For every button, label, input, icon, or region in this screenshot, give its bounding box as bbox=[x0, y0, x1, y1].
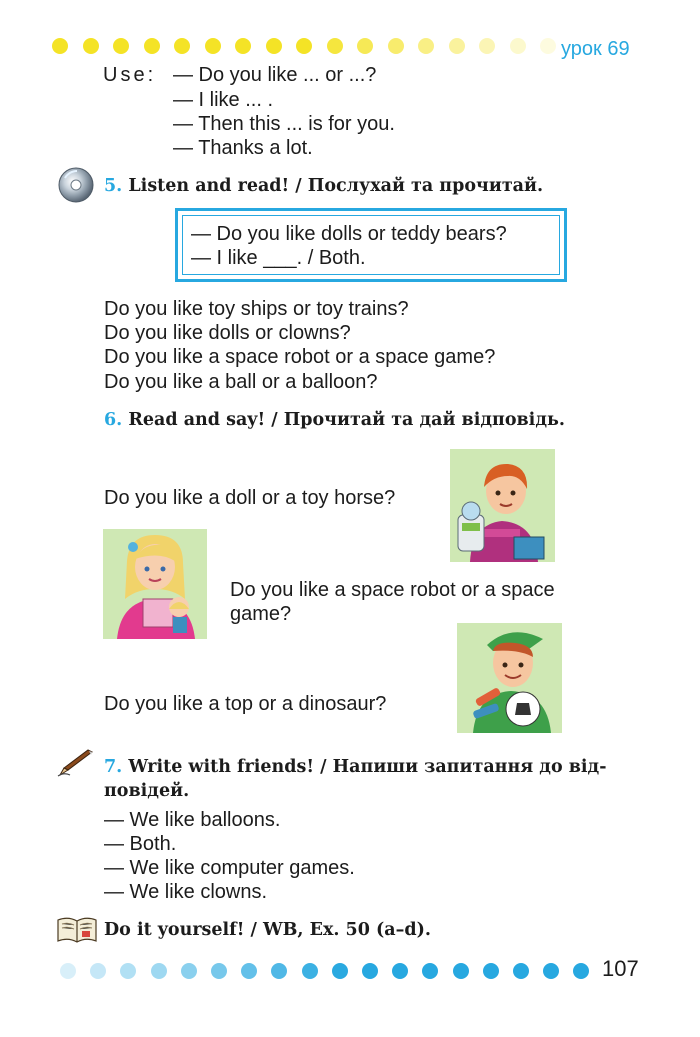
ex7-title-line-2: повідей. bbox=[104, 781, 190, 801]
bottom-dot bbox=[60, 963, 76, 979]
ex7-answer-4: — We like clowns. bbox=[104, 881, 268, 903]
use-line-1: — Do you like ... or ...? bbox=[173, 64, 377, 86]
ex6-question-2-line-2: game? bbox=[230, 603, 292, 625]
top-dot bbox=[540, 38, 556, 54]
lesson-label: урок 69 bbox=[561, 38, 630, 60]
top-dot bbox=[113, 38, 129, 54]
top-dot bbox=[144, 38, 160, 54]
ex6-number: 6. bbox=[104, 410, 123, 430]
bottom-dot bbox=[181, 963, 197, 979]
ex5-heading bbox=[104, 174, 543, 198]
ex7-heading bbox=[104, 755, 606, 779]
top-dot bbox=[357, 38, 373, 54]
page-number: 107 bbox=[602, 956, 639, 981]
top-dot bbox=[266, 38, 282, 54]
do-it-yourself-text: Do it yourself! / WB, Ex. 50 (a–d). bbox=[104, 920, 431, 940]
dialog-box bbox=[175, 208, 567, 282]
top-dot bbox=[449, 38, 465, 54]
boy-with-robot-illustration bbox=[450, 449, 555, 562]
dialog-line-1: — Do you like dolls or teddy bears? bbox=[191, 223, 507, 245]
dialog-line-2: — I like ___. / Both. bbox=[191, 247, 366, 269]
ex5-question-1: Do you like toy ships or toy trains? bbox=[104, 298, 409, 320]
ex6-question-1: Do you like a doll or a toy horse? bbox=[104, 487, 396, 509]
top-dot bbox=[205, 38, 221, 54]
bottom-dot bbox=[513, 963, 529, 979]
top-dot bbox=[510, 38, 526, 54]
use-line-4: — Thanks a lot. bbox=[173, 137, 313, 159]
girl-with-doll-illustration bbox=[103, 529, 207, 639]
ex6-question-3: Do you like a top or a dinosaur? bbox=[104, 693, 387, 715]
ex7-answer-1: — We like balloons. bbox=[104, 809, 281, 831]
bottom-dot bbox=[241, 963, 257, 979]
ex7-answer-3: — We like computer games. bbox=[104, 857, 355, 879]
ex5-question-2: Do you like dolls or clowns? bbox=[104, 322, 351, 344]
workbook-icon bbox=[56, 914, 98, 944]
bottom-dot bbox=[362, 963, 378, 979]
bottom-dot bbox=[483, 963, 499, 979]
ex6-heading bbox=[104, 408, 565, 432]
ex5-title: Listen and read! / Послухай та прочитай. bbox=[128, 176, 544, 196]
bottom-dot bbox=[332, 963, 348, 979]
top-dot bbox=[83, 38, 99, 54]
use-line-3: — Then this ... is for you. bbox=[173, 113, 395, 135]
ex7-title-line-1: Write with friends! / Напиши запитання до від- bbox=[128, 757, 607, 777]
ex7-answer-2: — Both. bbox=[104, 833, 177, 855]
top-dot bbox=[479, 38, 495, 54]
use-label: Use: bbox=[103, 64, 157, 86]
top-dot bbox=[327, 38, 343, 54]
boy-with-ball-illustration bbox=[457, 623, 562, 733]
ex6-question-2-line-1: Do you like a space robot or a space bbox=[230, 579, 555, 601]
ex5-number: 5. bbox=[104, 176, 123, 196]
top-dot bbox=[52, 38, 68, 54]
ex7-number: 7. bbox=[104, 757, 123, 777]
bottom-dot bbox=[453, 963, 469, 979]
top-dot bbox=[418, 38, 434, 54]
ex5-question-4: Do you like a ball or a balloon? bbox=[104, 371, 378, 393]
top-dot bbox=[296, 38, 312, 54]
top-dot bbox=[174, 38, 190, 54]
bottom-dot bbox=[120, 963, 136, 979]
bottom-dot bbox=[271, 963, 287, 979]
pen-icon bbox=[56, 748, 96, 778]
top-dot bbox=[388, 38, 404, 54]
bottom-dot bbox=[392, 963, 408, 979]
bottom-dot bbox=[422, 963, 438, 979]
bottom-dot bbox=[302, 963, 318, 979]
bottom-dot bbox=[151, 963, 167, 979]
top-dot bbox=[235, 38, 251, 54]
use-line-2: — I like ... . bbox=[173, 89, 274, 111]
bottom-dot bbox=[211, 963, 227, 979]
ex6-title: Read and say! / Прочитай та дай відповідь. bbox=[128, 410, 565, 430]
bottom-dot bbox=[90, 963, 106, 979]
audio-cd-icon bbox=[57, 166, 95, 204]
bottom-dot bbox=[543, 963, 559, 979]
bottom-dot bbox=[573, 963, 589, 979]
ex5-question-3: Do you like a space robot or a space game? bbox=[104, 346, 496, 368]
